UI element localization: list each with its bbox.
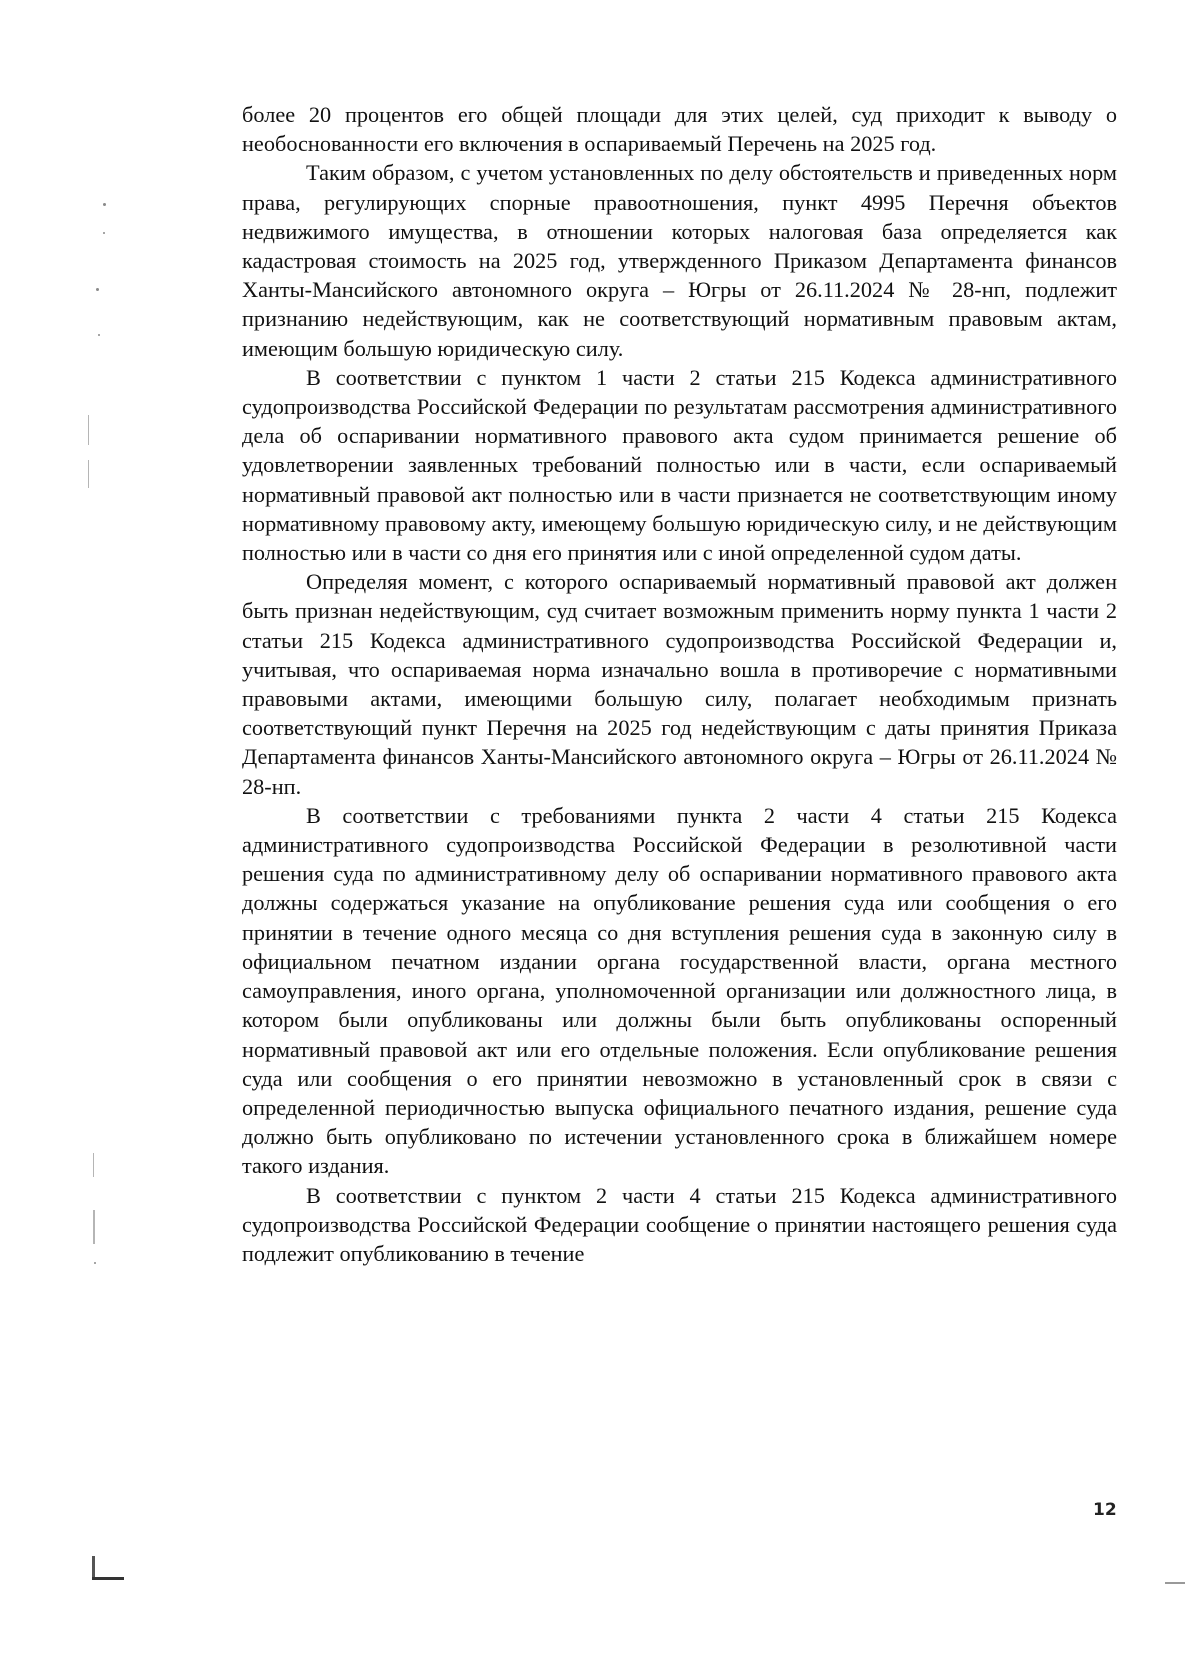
- paragraph-1: более 20 процентов его общей площади для этих целей, суд приходит к выводу о необоснованности его включения в оспариваемый Перечень на 2025 год.: [242, 102, 1117, 157]
- paragraph-4: Определяя момент, с которого оспариваемый нормативный правовой акт должен быть признан недействующим, суд считает возможным применить норму пункта 1 части 2 статьи 215 Кодекса административного судопроизводства Российской Федерации и, учитывая, что оспариваемая норма изначально вошла в противоречие с нормативными правовыми актами, имеющими большую силу, полагает необходимым признать соответствующий пункт Перечня на 2025 год недействующим с даты принятия Приказа Департамента финансов Ханты-Мансийского автономного округа – Югры от 26.11.2024 № 28-нп.: [242, 569, 1117, 799]
- scan-speck: [103, 203, 106, 206]
- paragraph-3: В соответствии с пунктом 1 части 2 статьи 215 Кодекса административного судопроизводства Российской Федерации по результатам рассмотрения административного дела об оспаривании нормативного правового акта судом принимается решение об удовлетворении заявленных требований полностью или в части, если оспариваемый нормативный правовой акт полностью или в части признается не соответствующим иному нормативному правовому акту, имеющему большую юридическую силу, и не действующим полностью или в части со дня его принятия или с иной определенной судом даты.: [242, 364, 1117, 566]
- scan-speck: [98, 334, 100, 336]
- scan-speck: [96, 288, 99, 291]
- scan-speck: [103, 232, 105, 234]
- scan-margin-line: [93, 1210, 95, 1244]
- paragraph-5: В соответствии с требованиями пункта 2 части 4 статьи 215 Кодекса административного судопроизводства Российской Федерации в резолютивной части решения суда по административному делу об оспаривании нормативного правового акта должны содержаться указание на опубликование решения суда или сообщения о его принятии в течение одного месяца со дня вступления решения суда в законную силу в официальном печатном издании органа государственной власти, органа местного самоуправления, иного органа, уполномоченной организации или должностного лица, в котором были опубликованы или должны были быть опубликованы оспоренный нормативный правовой акт или его отдельные положения. Если опубликование решения суда или сообщения о его принятии невозможно в установленный срок в связи с определенной периодичностью выпуска официального печатного издания, решение суда должно быть опубликовано по истечении установленного срока в ближайшем номере такого издания.: [242, 802, 1117, 1179]
- scan-margin-line: [88, 460, 89, 488]
- scan-edge-mark: [1165, 1582, 1185, 1584]
- page-number: 12: [1093, 1500, 1117, 1520]
- scan-margin-line: [88, 415, 89, 445]
- scan-corner-mark: [92, 1577, 124, 1580]
- scan-speck: [94, 1262, 96, 1264]
- paragraph-2: Таким образом, с учетом установленных по делу обстоятельств и приведенных норм права, регулирующих спорные правоотношения, пункт 4995 Перечня объектов недвижимого имущества, в отношении которых налоговая база определяется как кадастровая стоимость на 2025 год, утвержденного Приказом Департамента финансов Ханты-Мансийского автономного округа – Югры от 26.11.2024 № 28-нп, подлежит признанию недействующим, как не соответствующий нормативным правовым актам, имеющим большую юридическую силу.: [242, 160, 1117, 361]
- paragraph-6: В соответствии с пунктом 2 части 4 статьи 215 Кодекса административного судопроизводства Российской Федерации сообщение о принятии настоящего решения суда подлежит опубликованию в течение: [242, 1182, 1117, 1266]
- document-body: [242, 100, 1117, 1268]
- scan-margin-line: [93, 1153, 94, 1177]
